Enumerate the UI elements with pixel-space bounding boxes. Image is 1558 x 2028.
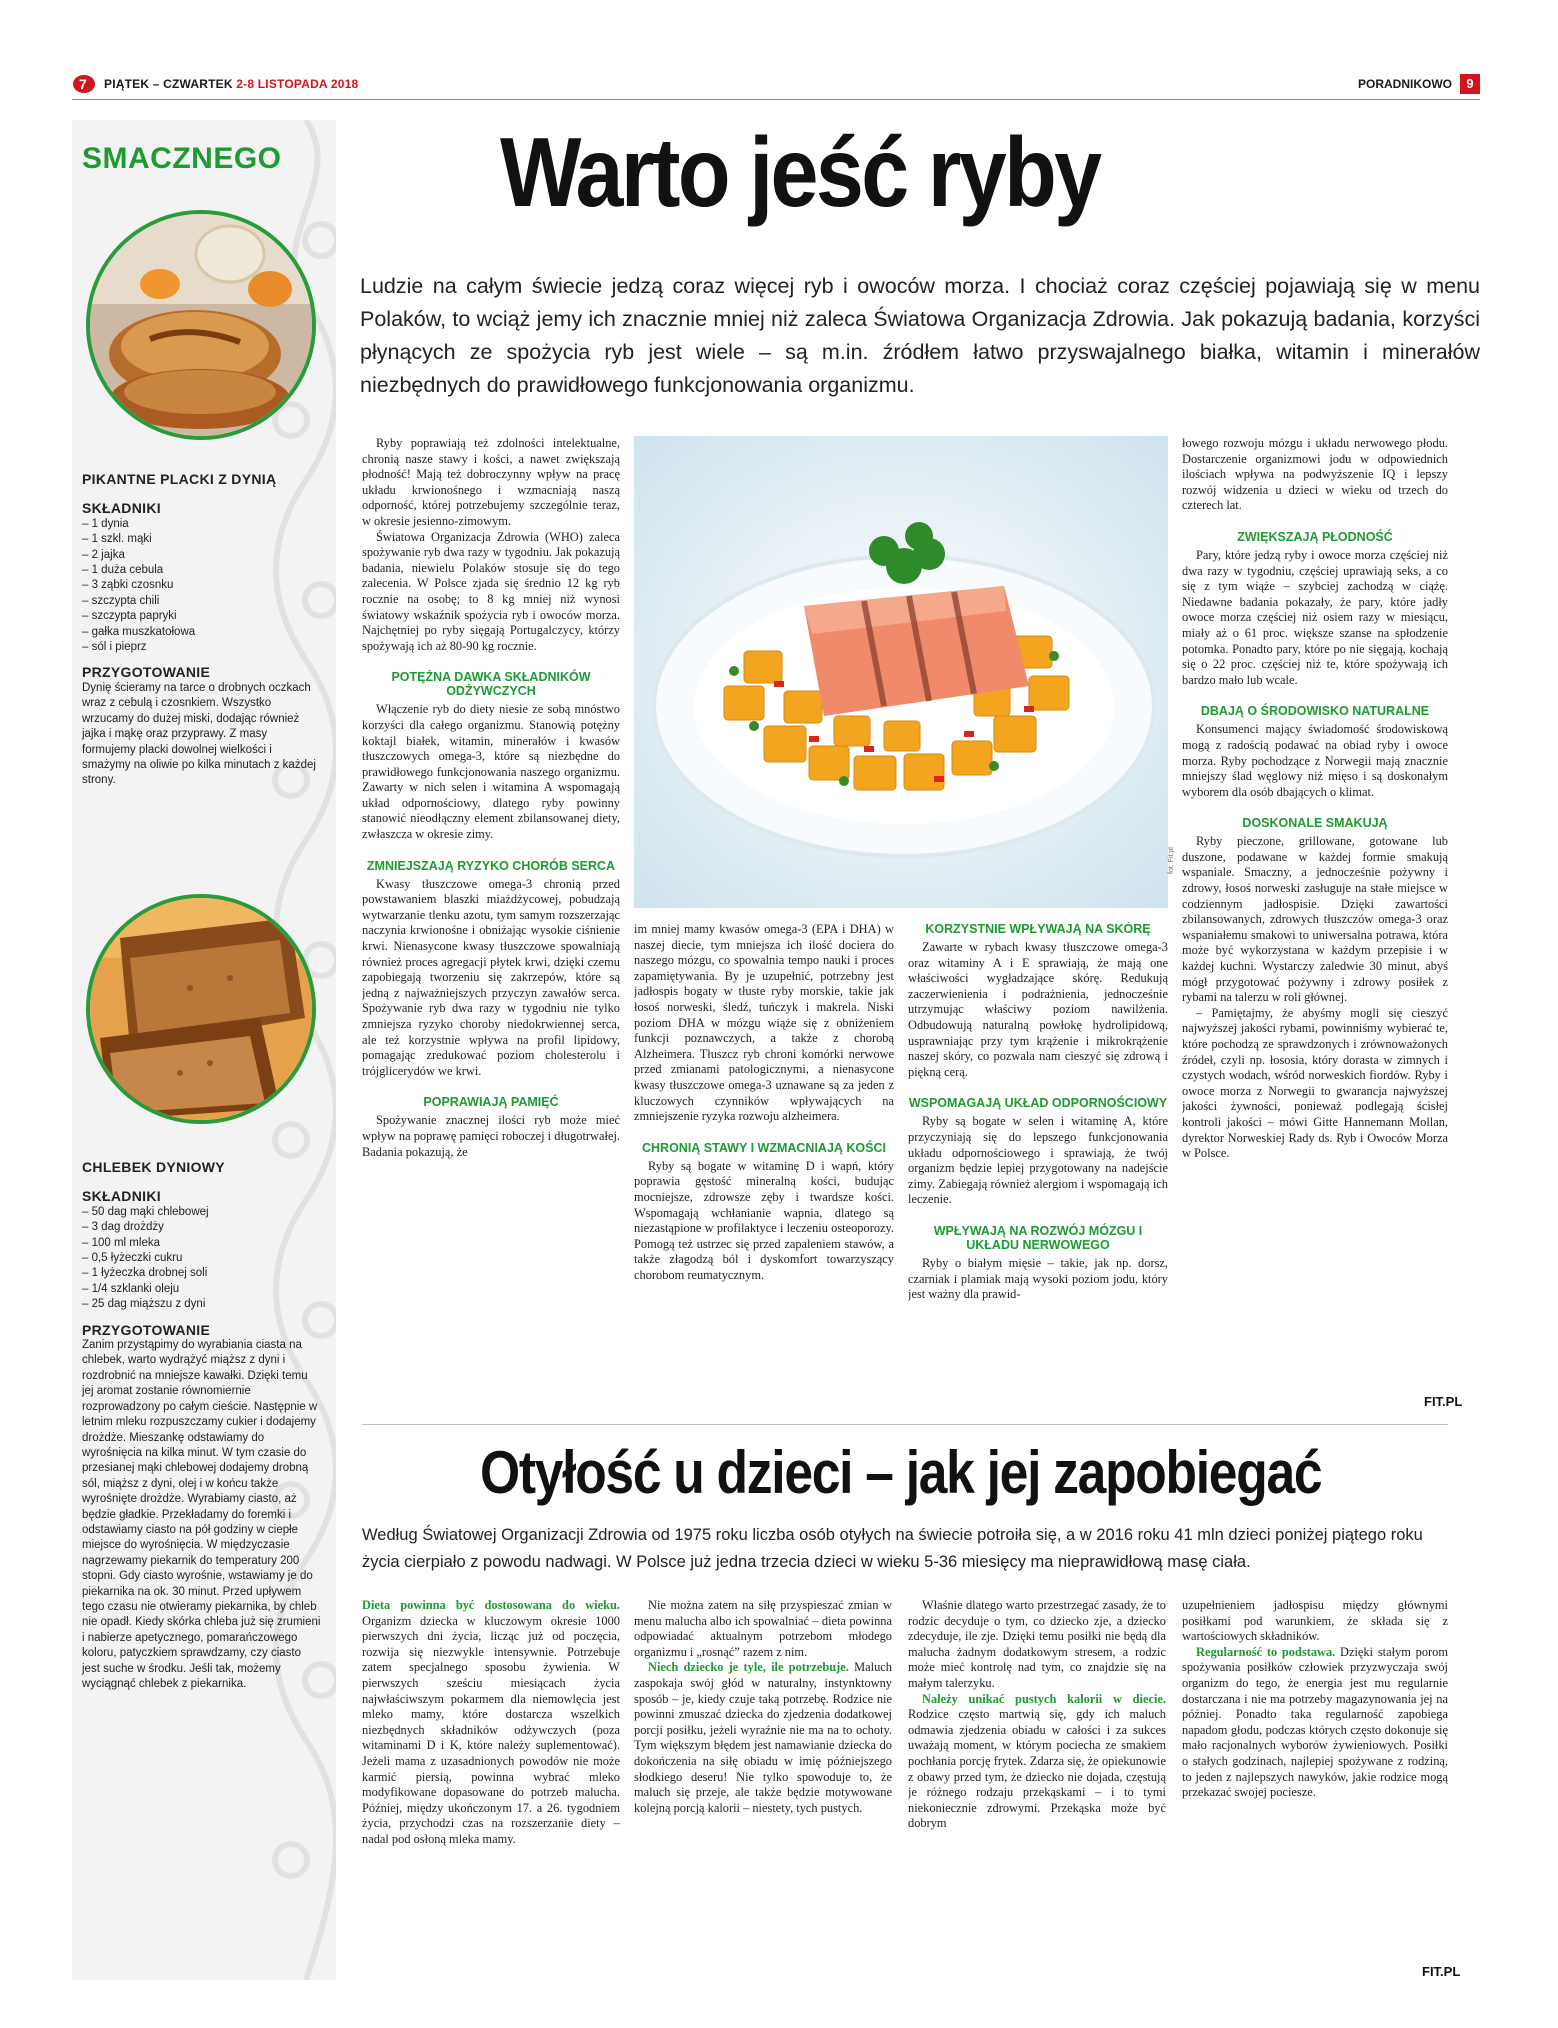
ingredient-item: – 1 duża cebula	[82, 563, 322, 578]
ingredient-item: – 1 łyżeczka drobnej soli	[82, 1266, 322, 1281]
subheading: WSPOMAGAJĄ UKŁAD ODPORNOŚCIOWY	[908, 1096, 1168, 1111]
ingredient-item: – sól i pieprz	[82, 640, 322, 655]
ingredient-item: – 0,5 łyżeczki cukru	[82, 1251, 322, 1266]
recipe-pumpkin-pancakes	[82, 472, 322, 789]
issue-date	[104, 77, 358, 91]
article-column-1	[362, 436, 620, 1404]
pumpkin-bread-photo	[86, 894, 316, 1124]
paragraph-text: Dzięki stałym porom spożywania posiłków człowiek przyzwyczaja swój organizm do tego, że energia jest mu regularnie dostarczana i nie ma potrzeby magazynowania jej na później. Ponadto taka regularność zapobiega napadom głodu, podczas których często dokonuje się mało racjonalnych wyborów żywieniowych. Posiłki o stałych godzinach, najlepiej spożywane z rodziną, to jeden z najlepszych nawyków, jakie rodzice mogą przekazać swojej pociesze.	[1182, 1644, 1448, 1800]
recipes-sidebar	[72, 120, 336, 1980]
body-paragraph: Kwasy tłuszczowe omega-3 chronią przed powstawaniem blaszki miażdżycowej, pobudzają wytwarzanie tlenku azotu, tym samym rozszerzając naczynia krwionośne i obniżając wysokie ciśnienie krwi. Nienasycone kwasy tłuszczowe spowalniają również proces agregacji płytek krwi, dzięki czemu zapobiegają tworzeniu się zakrzepów, które są jedną z najważniejszych przyczyn zawałów serca. Spożywanie ryb dwa razy w tygodniu nie tylko zmniejsza ryzyko choroby niedokrwiennej serca, ale też korzystnie wpływa na profil lipidowy, pomagając zredukować poziom cholesterolu i trójglicerydów we krwi.	[362, 876, 620, 1078]
body-paragraph: – Pamiętajmy, że abyśmy mogli się cieszyć najwyższej jakości rybami, powinniśmy wybierać te, które pochodzą ze sprawdzonych i zrównoważonych źródeł, czyli np. łososia, który dorasta w zimnych i czystych wodach, wśród norweskich fiordów. Ryby i owoce morza z Norwegii to gwarancja najwyższej jakości żywności, ponieważ podlegają ścisłej kontroli jakości – mówi Gitte Hannemann Mollan, dyrektor Norweskiej Rady ds. Ryb i Owoców Morza w Polsce.	[1182, 1005, 1448, 1161]
article-column-2	[634, 1598, 892, 1968]
body-paragraph	[634, 1660, 892, 1816]
article-column-3	[908, 1598, 1166, 1968]
paragraph-lead-in: Niech dziecko je tyle, ile potrzebuje.	[648, 1660, 849, 1675]
sidebar-title: SMACZNEGO	[82, 142, 282, 175]
article-column-1	[362, 1598, 620, 1968]
article-signature: FIT.PL	[1422, 1964, 1461, 1979]
body-paragraph	[1182, 1645, 1448, 1801]
article-column-3	[908, 922, 1168, 1404]
publication-logo-icon	[72, 74, 98, 94]
article-headline: Warto jeść ryby	[500, 117, 1100, 227]
ingredient-item: – szczypta chili	[82, 594, 322, 609]
page-header	[72, 74, 1480, 96]
article-headline: Otyłość u dzieci – jak jej zapobiegać	[480, 1439, 1322, 1506]
issue-days: PIĄTEK – CZWARTEK	[104, 77, 233, 91]
body-paragraph: Ryby poprawiają też zdolności intelektualne, chronią nasze stawy i kości, a nawet zwiększają płodność! Mają też dobroczynny wpływ na pracę układu krwionośnego i wzmacniają naszą odporność, której potrzebujemy szczególnie teraz, w okresie jesienno-zimowym.	[362, 436, 620, 528]
article-lead: Ludzie na całym świecie jedzą coraz więcej ryb i owoców morza. I chociaż coraz częściej pojawiają się w menu Polaków, to wciąż jemy ich znacznie mniej niż zaleca Światowa Organizacja Zdrowia. Jak pokazują badania, korzyści płynących ze spożycia ryb jest wiele – są m.in. źródłem łatwo przyswajalnego białka, witamin i minerałów niezbędnych do prawidłowego funkcjonowania organizmu.	[360, 274, 1480, 397]
body-paragraph: Właśnie dlatego warto przestrzegać zasady, że to rodzic decyduje o tym, co dziecko zje, a dziecko zdecyduje, ile zje. Dzięki temu posiłki nie będą dla malucha żadnym dodatkowym stresem, a rodzic może mieć kontrolę nad tym, co znajdzie się na małym talerzyku.	[908, 1598, 1166, 1690]
pumpkin-pancakes-photo	[86, 210, 316, 440]
ingredients-heading: SKŁADNIKI	[82, 500, 161, 517]
paragraph-text: Maluch zaspokaja swój głód w naturalny, instynktowny sposób – je, kiedy czuje taką potrzebę. Rodzice nie powinni zmuszać dziecka do zjedzenia dodatkowej porcji posiłku, jeżeli wyraźnie nie ma na to ochoty. Tym większym błędem jest namawianie dziecka do dokończenia na siłę obiadu w imię późniejszego słodkiego deseru! Nie tylko spowoduje to, że maluch się przeje, ale także będzie motywowane kolejną porcją kalorii – niestety, tych pustych.	[634, 1660, 892, 1815]
recipe-pumpkin-bread	[82, 1160, 322, 1692]
article-signature: FIT.PL	[1424, 1394, 1463, 1409]
paragraph-lead-in: Regularność to podstawa.	[1196, 1644, 1336, 1659]
body-paragraph: uzupełnieniem jadłospisu między głównymi posiłkami pod warunkiem, że składa się z wartościowych składników.	[1182, 1598, 1448, 1644]
subheading: CHRONIĄ STAWY I WZMACNIAJĄ KOŚCI	[642, 1140, 886, 1155]
ingredient-item: – 25 dag miąższu z dyni	[82, 1297, 322, 1312]
ingredient-item: – 1/4 szklanki oleju	[82, 1282, 322, 1297]
subheading: ZWIĘKSZAJĄ PŁODNOŚĆ	[1237, 529, 1393, 544]
section-name: PORADNIKOWO	[1358, 77, 1452, 91]
ingredients-heading: SKŁADNIKI	[82, 1188, 161, 1205]
body-paragraph: Konsumenci mający świadomość środowiskową mogą z radością podawać na obiad ryby i owoce morza. Ryby pochodzące z Norwegii mają znacznie mniejszy ślad węglowy niż mięso i są doskonałym wyborem dla osób dbających o klimat.	[1182, 722, 1448, 799]
subheading: KORZYSTNIE WPŁYWAJĄ NA SKÓRĘ	[925, 922, 1151, 936]
recipe-name: CHLEBEK DYNIOWY	[82, 1159, 225, 1175]
ingredient-item: – 3 ząbki czosnku	[82, 578, 322, 593]
subheading: POTĘŻNA DAWKA SKŁADNIKÓW ODŻYWCZYCH	[391, 670, 591, 699]
body-paragraph: Ryby pieczone, grillowane, gotowane lub duszone, podawane w każdej formie smakują wspaniale. Smaczny, a jednocześnie pożywny i zdrowy, łosoś norweski zasługuje na stałe miejsce w codziennym jadłospisie. Dzięki zawartości zbilansowanych, zdrowych tłuszczów omega-3 oraz wspaniałemu smakowi to uniwersalna potrawa, która może być wykorzystana w każdym przepisie i w każdej kuchni. Wystarczy zaledwie 30 minut, abyś mógł przygotować pożywny i zdrowy posiłek z rybami na talerzu w roli głównej.	[1182, 834, 1448, 1005]
ingredient-item: – 2 jajka	[82, 548, 322, 563]
subheading: WPŁYWAJĄ NA ROZWÓJ MÓZGU I UKŁADU NERWOWEGO	[933, 1223, 1143, 1252]
body-paragraph	[362, 1598, 620, 1848]
subheading: ZMNIEJSZAJĄ RYZYKO CHORÓB SERCA	[366, 858, 616, 873]
body-paragraph: Pary, które jedzą ryby i owoce morza częściej niż dwa razy w tygodniu, częściej uprawiają seks, a co się z tym wiąże – szybciej zachodzą w ciążę. Niedawne badania pokazały, że pary, które jadły owoce morza częściej niż osiem razy w miesiącu, miały aż o 61 proc. większe szanse na spłodzenie potomka. Ponadto pary, które po nie sięgają, kochają się o 22 proc. częściej niż te, które spożywają ich bardzo mało lub wcale.	[1182, 547, 1448, 687]
body-paragraph: Włączenie ryb do diety niesie ze sobą mnóstwo korzyści dla całego organizmu. Stanowią potężny koktajl białek, witamin, minerałów i kwasów tłuszczowych omega-3, które są niezbędne do prawidłowego funkcjonowania naszego organizmu. Zawarty w nich selen i witamina A wspomagają układ odpornościowy, dlatego ryby powinny stanowić nieodłączny element zbilansowanej diety, zwłaszcza w okresie zimy.	[362, 702, 620, 842]
article-divider	[362, 1424, 1448, 1425]
issue-dates: 2-8 LISTOPADA 2018	[236, 77, 359, 91]
body-paragraph: łowego rozwoju mózgu i układu nerwowego płodu. Dostarczenie organizmowi jodu w odpowiednich ilościach wpływa na podwyższenie IQ i lepszy rozwój widzenia u dzieci w wieku od trzech do czterech lat.	[1182, 436, 1448, 513]
paragraph-text: Organizm dziecka w kluczowym okresie 1000 pierwszych dni życia, licząc już od poczęcia, rozwija się niezwykle intensywnie. Potrzebuje zatem specjalnego sposobu żywienia. W pierwszych sześciu miesiącach życia najwłaściwszym pokarmem dla niemowlęcia jest mleko mamy, które dostarcza wszelkich niezbędnych składników odżywczych (poza witaminami D i K, które należy suplementować). Jeżeli mama z uzasadnionych powodów nie może karmić piersią, powinna wybrać mleko modyfikowane dopasowane do potrzeb malucha. Później, między ukończonym 17. a 26. tygodniem życia, przychodzi czas na rozszerzanie diety – nadal pod osłoną mleka mamy.	[362, 1613, 620, 1846]
article-lead: Według Światowej Organizacji Zdrowia od 1975 roku liczba osób otyłych na świecie potroiła się, a w 2016 roku 41 mln dzieci poniżej piątego roku życia cierpiało z powodu nadwagi. W Polsce już jedna trzecia dzieci w wieku 5-36 miesięcy ma nieprawidłową masę ciała.	[362, 1526, 1423, 1571]
svg-text:7: 7	[79, 76, 87, 92]
subheading: POPRAWIAJĄ PAMIĘĆ	[423, 1095, 559, 1110]
paragraph-lead-in: Dieta powinna być dostosowana do wieku.	[362, 1598, 620, 1612]
salmon-dish-photo	[634, 436, 1168, 908]
article-column-4	[1182, 1598, 1448, 1968]
preparation-heading: PRZYGOTOWANIE	[82, 1321, 211, 1338]
ingredients-list	[82, 1205, 322, 1313]
paragraph-lead-in: Należy unikać pustych kalorii w diecie.	[922, 1691, 1166, 1706]
ingredient-item: – szczypta papryki	[82, 609, 322, 624]
body-paragraph: im mniej mamy kwasów omega-3 (EPA i DHA) w naszej diecie, tym mniejsza ich ilość dociera do naszego mózgu, co spowalnia tempo nauki i proces zapamiętywania. By je uzupełnić, potrzebny jest jadłospis bogaty w tłuste ryby morskie, takie jak łosoś norweski, śledź, tuńczyk i makrela. Niski poziom DHA w mózgu wiąże się z obniżeniem funkcji poznawczych, a także z chorobą Alzheimera. Tłuszcz ryb chroni komórki nerwowe przed zmianami patologicznymi, a nienasycone kwasy tłuszczowe omega-3 uznawane są za jeden z kluczowych czynników wpływających na zmniejszenie ryzyka rozwoju alzheimera.	[634, 922, 894, 1124]
page-number: 9	[1460, 74, 1480, 94]
ingredient-item: – gałka muszkatołowa	[82, 625, 322, 640]
ingredient-item: – 3 dag drożdży	[82, 1220, 322, 1235]
subheading: DBAJĄ O ŚRODOWISKO NATURALNE	[1200, 704, 1430, 719]
body-paragraph: Nie można zatem na siłę przyspieszać zmian w menu malucha albo ich spowalniać – dieta powinna odpowiadać aktualnym potrzebom młodego organizmu i „rosnąć” razem z nim.	[634, 1598, 892, 1659]
preparation-text: Dynię ścieramy na tarce o drobnych oczkach wraz z cebulą i czosnkiem. Wszystko wrzucamy do dużej miski, dodając również jajka i mąkę oraz przyprawy. Z masy formujemy placki dowolnej wielkości i smażymy na oliwie po kilka minutach z każdej strony.	[82, 681, 316, 787]
ingredient-item: – 100 ml mleka	[82, 1236, 322, 1251]
ingredient-item: – 1 szkl. mąki	[82, 532, 322, 547]
subheading: DOSKONALE SMAKUJĄ	[1242, 816, 1388, 831]
body-paragraph: Ryby są bogate w witaminę D i wapń, który poprawia gęstość mineralną kości, budując mocniejsze, zdrowsze zęby i twardsze kości. Wspomagają wchłanianie wapnia, dlatego są niezastąpione w profilaktyce i leczeniu osteoporozy. Pomogą też ustrzec się przed zapaleniem stawów, a także złagodzą ból i dyskomfort towarzyszący chorobom reumatycznym.	[634, 1158, 894, 1282]
article-column-4	[1182, 436, 1448, 1404]
body-paragraph: Ryby są bogate w selen i witaminę A, które przyczyniają się do lepszego funkcjonowania układu odpornościowego i sprawiają, że twój organizm będzie lepiej przygotowany na nadejście zimy. Zabiegają również alergiom i wspomagają ich leczenie.	[908, 1114, 1168, 1207]
ingredient-item: – 50 dag mąki chlebowej	[82, 1205, 322, 1220]
header-divider	[72, 99, 1480, 100]
body-paragraph	[908, 1692, 1166, 1832]
ingredient-item: – 1 dynia	[82, 517, 322, 532]
body-paragraph: Światowa Organizacja Zdrowia (WHO) zaleca spożywanie ryb dwa razy w tygodniu. Jak pokazują badania, niewielu Polaków stosuje się do tego zalecenia. W Polsce zjada się średnio 12 kg ryb rocznie na osobę; to 8 kg mniej niż wynosi światowy wskaźnik spożycia ryb i owoców morza. Najchętniej po ryby sięgają Portugalczycy, którzy spożywają ich aż 80-90 kg rocznie.	[362, 529, 620, 653]
body-paragraph: Zawarte w rybach kwasy tłuszczowe omega-3 oraz witaminy A i E sprawiają, że mają one właściwości wygładzające skórę. Redukują zaczerwienienia i podrażnienia, jednocześnie utrzymując właściwy poziom nawilżenia. Odbudowują naturalną powłokę hydrolipidową, usprawniając przy tym krążenie i mikrokrążenie naszej skóry, co pozwala nam cieszyć się zdrową i piękną cerą.	[908, 940, 1168, 1079]
preparation-text: Zanim przystąpimy do wyrabiania ciasta na chlebek, warto wydrążyć miąższ z dyni i rozdrobnić na mniejsze kawałki. Dzięki temu jej aromat zostanie równomiernie rozprowadzony po całym cieście. Następnie w letnim mleku rozpuszczamy cukier i dodajemy drożdże. Mieszankę odstawiamy do wyrośnięcia na kilka minut. W tym czasie do przesianej mąki chlebowej dodajemy drobną sól, miąższ z dyni, olej i w końcu także wyrośnięte drożdże. Wyrabiamy ciasto, aż będzie gładkie. Przekładamy do foremki i odstawiamy ciasto na pół godziny w ciepłe miejsce do wyrośnięcia. W międzyczasie nagrzewamy piekarnik do temperatury 200 stopni. Gdy ciasto wyrośnie, wstawiamy je do piekarnika na ok. 30 minut. Przed upływem tego czasu nie otwieramy piekarnika, by chleb nie opadł. Kiedy skórka chleba już się zrumieni i nabierze apetycznego, pomarańczowego koloru, patyczkiem sprawdzamy, czy ciasto jest suche w środku. Jeśli tak, możemy wyciągnąć chlebek z piekarnika.	[82, 1339, 321, 1690]
photo-credit: fot. Fit.pl	[1168, 847, 1175, 874]
body-paragraph: Ryby o białym mięsie – takie, jak np. dorsz, czarniak i plamiak mają wysoki poziom jodu, który jest ważny dla prawid-	[908, 1255, 1168, 1302]
preparation-heading: PRZYGOTOWANIE	[82, 664, 211, 681]
body-paragraph: Spożywanie znacznej ilości ryb może mieć wpływ na poprawę pamięci roboczej i długotrwałej. Badania pokazują, że	[362, 1113, 620, 1159]
ingredients-list	[82, 517, 322, 656]
article-column-2	[634, 922, 894, 1404]
paragraph-text: Rodzice często martwią się, gdy ich maluch odmawia zjedzenia obiadu w całości i za sukces uważają moment, w którym pociecha ze smakiem pochłania porcję frytek. Zdarza się, że opiekunowie z obawy przed tym, że dziecko nie dojada, częstują je różnego rodzaju przekąskami – i to tymi niekoniecznie zdrowymi. Przekąska może być dobrym	[908, 1707, 1166, 1831]
recipe-name: PIKANTNE PLACKI Z DYNIĄ	[82, 471, 277, 487]
